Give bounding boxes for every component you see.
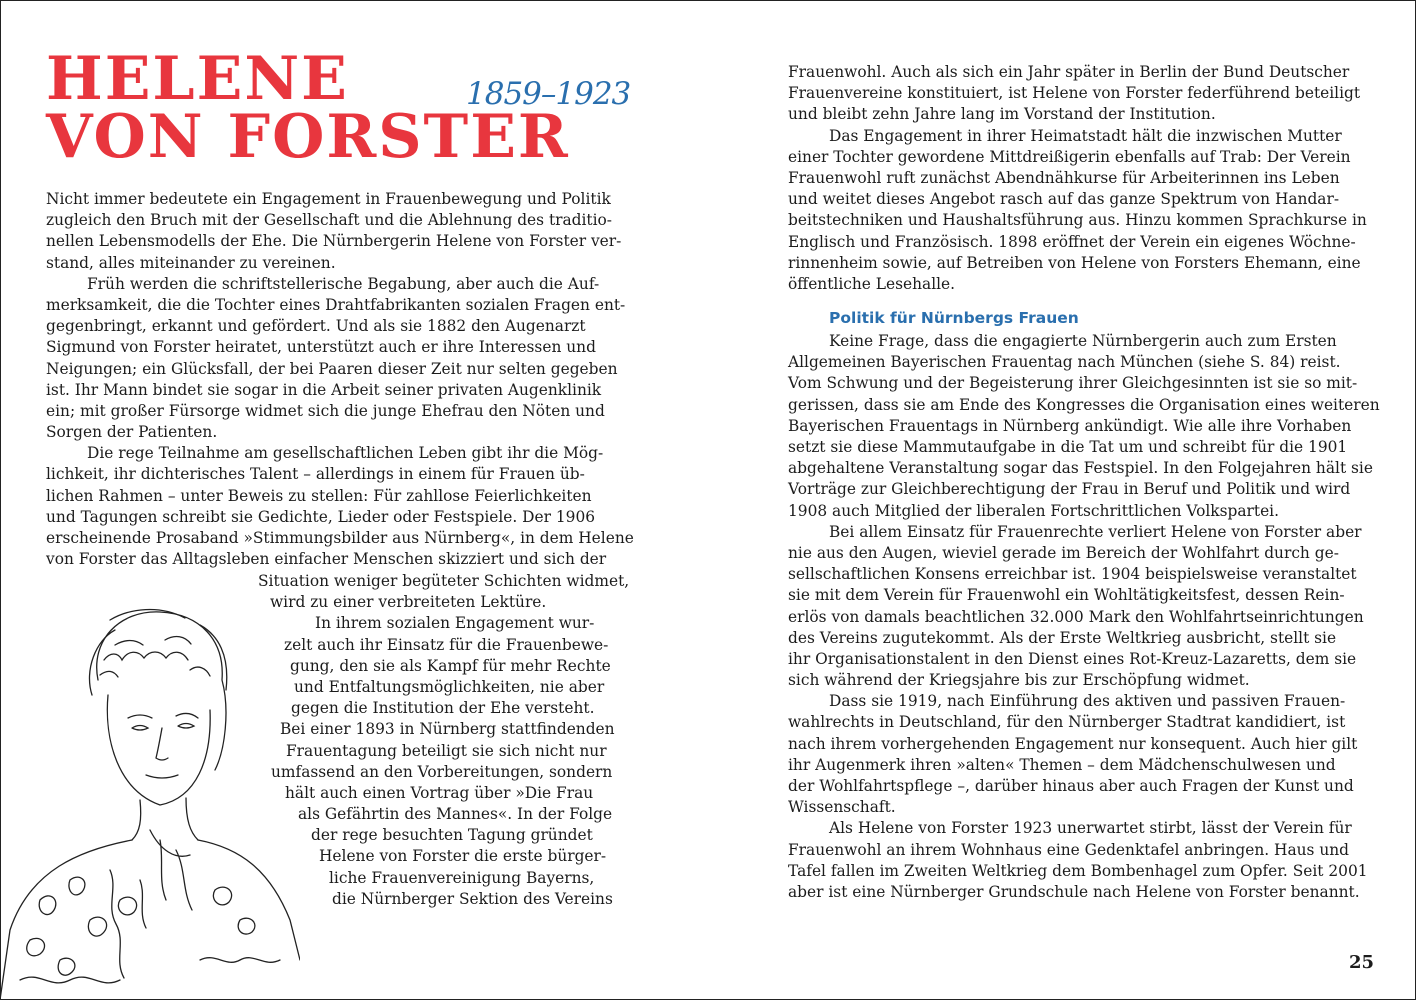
text-line: zugleich den Bruch mit der Gesellschaft und die Ablehnung des traditio-: [46, 211, 613, 230]
right-column-paragraphs: [788, 62, 1380, 903]
text-line: gung, den sie als Kampf für mehr Rechte: [290, 656, 611, 675]
text-line: und bleibt zehn Jahre lang im Vorstand der Institution.: [788, 105, 1216, 124]
text-line: ihr Organisationstalent in den Dienst eines Rot-Kreuz-Lazaretts, dem sie: [788, 649, 1357, 668]
text-line: umfassend an den Vorbereitungen, sondern: [271, 762, 613, 781]
text-line: Dass sie 1919, nach Einführung des aktiven und passiven Frauen-: [829, 692, 1346, 711]
text-line: erlös von damals beachtlichen 32.000 Mark den Wohlfahrtseinrichtungen: [788, 607, 1364, 626]
text-line: merksamkeit, die die Tochter eines Drahtfabrikanten sozialen Fragen ent-: [46, 295, 626, 314]
text-line: als Gefährtin des Mannes«. In der Folge: [298, 805, 613, 824]
text-line: Situation weniger begüteter Schichten widmet,: [258, 572, 630, 590]
title-line-last-name: VON FORSTER: [46, 102, 570, 172]
title-line-first-name: HELENE: [46, 44, 349, 114]
text-line: gegen die Institution der Ehe versteht.: [291, 699, 595, 718]
text-line: Früh werden die schriftstellerische Begabung, aber auch die Auf-: [87, 274, 600, 293]
text-line: setzt sie diese Mammutaufgabe in die Tat um und schreibt für die 1901: [788, 438, 1348, 456]
text-line: zelt auch ihr Einsatz für die Frauenbewe-: [284, 635, 609, 654]
text-line: Frauenwohl. Auch als sich ein Jahr später in Berlin der Bund Deutscher: [788, 63, 1350, 81]
text-line: Wissenschaft.: [788, 798, 896, 817]
text-line: Bayerischen Frauentags in Nürnberg ankündigt. Wie alle ihre Vorhaben: [788, 416, 1352, 435]
text-line: und weitet dieses Angebot rasch auf das ganze Spektrum von Handar-: [788, 190, 1340, 209]
section-subheading: Politik für Nürnbergs Frauen: [829, 309, 1079, 328]
text-line: Frauenwohl an ihrem Wohnhaus eine Gedenktafel anbringen. Haus und: [788, 840, 1350, 859]
text-line: Nicht immer bedeutete ein Engagement in Frauenbewegung und Politik: [46, 190, 611, 208]
text-line: und Entfaltungsmöglichkeiten, nie aber: [294, 677, 605, 696]
text-line: der rege besuchten Tagung gründet: [311, 826, 593, 845]
text-line: und Tagungen schreibt sie Gedichte, Lieder oder Festspiele. Der 1906: [46, 507, 596, 526]
text-line: In ihrem sozialen Engagement wur-: [315, 614, 595, 633]
text-line: von Forster das Alltagsleben einfacher Menschen skizziert und sich der: [46, 550, 607, 569]
text-line: Frauentagung beteiligt sie sich nicht nur: [286, 741, 607, 760]
text-line: Tafel fallen im Zweiten Weltkrieg dem Bombenhagel zum Opfer. Seit 2001: [788, 861, 1368, 880]
text-line: Bei allem Einsatz für Frauenrechte verliert Helene von Forster aber: [829, 522, 1362, 541]
text-line: nach ihrem vorhergehenden Engagement nur konsequent. Auch hier gilt: [788, 734, 1358, 753]
text-line: Neigungen; ein Glücksfall, der bei Paaren dieser Zeit nur selten gegeben: [46, 359, 618, 378]
page-number: 25: [1349, 952, 1375, 973]
left-column-paragraphs: [46, 189, 634, 570]
text-line: Frauenwohl ruft zunächst Abendnähkurse für Arbeiterinnen ins Leben: [788, 168, 1340, 187]
text-line: öffentliche Lesehalle.: [788, 274, 956, 293]
text-line: erscheinende Prosaband »Stimmungsbilder aus Nürnberg«, in dem Helene: [46, 529, 634, 547]
text-line: rinnenheim sowie, auf Betreiben von Helene von Forsters Ehemann, eine: [788, 253, 1361, 272]
text-line: ist. Ihr Mann bindet sie sogar in die Arbeit seiner privaten Augenklinik: [46, 380, 602, 399]
left-column-wrapped-text: [46, 571, 630, 910]
text-line: Vom Schwung und der Begeisterung ihrer Gleichgesinnten ist sie so mit-: [788, 374, 1358, 393]
text-line: Als Helene von Forster 1923 unerwartet stirbt, lässt der Verein für: [829, 819, 1352, 838]
text-line: sie mit dem Verein für Frauenwohl ein Wohltätigkeitsfest, dessen Rein-: [788, 586, 1345, 605]
text-line: wird zu einer verbreiteten Lektüre.: [270, 593, 547, 612]
text-line: ein; mit großer Fürsorge widmet sich die junge Ehefrau den Nöten und: [46, 401, 605, 420]
text-line: Bei einer 1893 in Nürnberg stattfindenden: [280, 720, 615, 739]
text-line: Das Engagement in ihrer Heimatstadt hält die inzwischen Mutter: [829, 126, 1342, 145]
text-line: abgehaltene Veranstaltung sogar das Festspiel. In den Folgejahren hält sie: [788, 459, 1373, 478]
text-line: des Vereins zugutekommt. Als der Erste Weltkrieg ausbricht, stellt sie: [788, 628, 1337, 647]
text-line: liche Frauenvereinigung Bayerns,: [329, 868, 595, 887]
text-line: lichen Rahmen – unter Beweis zu stellen: Für zahllose Feierlichkeiten: [46, 486, 592, 505]
text-line: ihr Augenmerk ihren »alten« Themen – dem Mädchenschulwesen und: [788, 755, 1336, 774]
text-line: sich während der Kriegsjahre bis zur Erschöpfung widmet.: [788, 671, 1250, 690]
text-line: Keine Frage, dass die engagierte Nürnbergerin auch zum Ersten: [829, 332, 1337, 351]
text-line: lichkeit, ihr dichterisches Talent – allerdings in einem für Frauen üb-: [46, 465, 585, 484]
text-line: wahlrechts in Deutschland, für den Nürnberger Stadtrat kandidiert, ist: [788, 713, 1346, 732]
text-line: der Wohlfahrtspflege –, darüber hinaus aber auch Fragen der Kunst und: [788, 777, 1354, 795]
text-line: nellen Lebensmodells der Ehe. Die Nürnbergerin Helene von Forster ver-: [46, 232, 622, 251]
text-line: aber ist eine Nürnberger Grundschule nach Helene von Forster benannt.: [788, 882, 1360, 901]
text-line: gegenbringt, erkannt und gefördert. Und als sie 1882 den Augenarzt: [46, 317, 586, 336]
text-line: 1908 auch Mitglied der liberalen Fortschrittlichen Volkspartei.: [788, 501, 1279, 520]
text-line: Frauenvereine konstituiert, ist Helene von Forster federführend beteiligt: [788, 84, 1361, 103]
text-line: stand, alles miteinander zu vereinen.: [46, 253, 336, 272]
text-line: Vorträge zur Gleichberechtigung der Frau in Beruf und Politik und wird: [788, 480, 1351, 499]
text-line: sellschaftlichen Konsens erreichbar ist. 1904 beispielsweise veranstaltet: [788, 565, 1357, 584]
text-line: die Nürnberger Sektion des Vereins: [332, 889, 613, 908]
text-line: gerissen, dass sie am Ende des Kongresses die Organisation eines weiteren: [788, 395, 1380, 414]
text-line: Sigmund von Forster heiratet, unterstützt auch er ihre Interessen und: [46, 338, 596, 357]
text-line: Sorgen der Patienten.: [46, 423, 218, 442]
text-line: hält auch einen Vortrag über »Die Frau: [285, 783, 594, 802]
text-line: beitstechniken und Haushaltsführung aus. Hinzu kommen Sprachkurse in: [788, 211, 1367, 230]
life-dates: 1859–1923: [466, 76, 631, 112]
text-line: einer Tochter gewordene Mittdreißigerin ebenfalls auf Trab: Der Verein: [788, 147, 1351, 166]
text-line: Die rege Teilnahme am gesellschaftlichen Leben gibt ihr die Mög-: [87, 444, 604, 463]
text-line: nie aus den Augen, wieviel gerade im Bereich der Wohlfahrt durch ge-: [788, 543, 1339, 562]
text-line: Helene von Forster die erste bürger-: [319, 847, 607, 866]
text-line: Englisch und Französisch. 1898 eröffnet der Verein ein eigenes Wöchne-: [788, 232, 1356, 251]
text-line: Allgemeinen Bayerischen Frauentag nach München (siehe S. 84) reist.: [788, 353, 1341, 372]
